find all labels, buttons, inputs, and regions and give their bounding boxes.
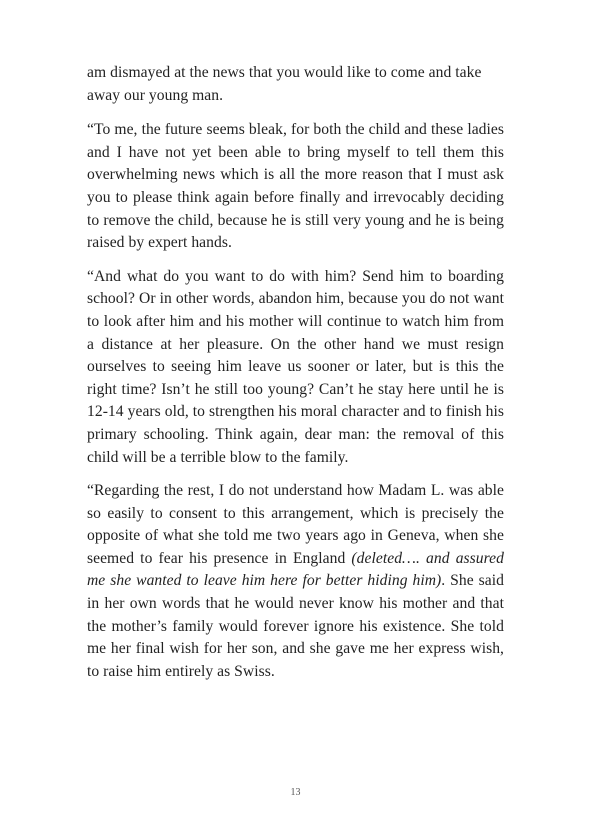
paragraph-madam-l [87, 480, 504, 683]
deleted-note-italic: (deleted…. and assured me she wanted to leave him here for better hiding him) [87, 549, 504, 590]
paragraph-boarding-school: “And what do you want to do with him? Send him to boarding school? Or in other words, abandon him, because you do not want to look after him and his mother will continue to watch him from a distance at her pleasure. On the other hand we must resign ourselves to seeing him leave us sooner or later, but is this the right time? Isn’t he still too young? Can’t he stay here until he is 12-14 years old, to strengthen his moral character and to finish his primary schooling. Think again, dear man: the removal of this child will be a terrible blow to the family. [87, 267, 504, 466]
page-number: 13 [290, 787, 301, 798]
paragraph-madam-l-start: “Regarding the rest, I do not understand how Madam L. was able so easily to consent to this arrangement, which is precisely the opposite of what she told me two years ago in Geneva, when she seemed to fear his presence in England [87, 482, 504, 567]
paragraph-future-bleak: “To me, the future seems bleak, for both the child and these ladies and I have not yet been able to bring myself to tell them this overwhelming news which is all the more reason that I must ask you to please think again before finally and irrevocably deciding to remove the child, because he is still very young and he is being raised by expert hands. [87, 121, 504, 252]
page-body [87, 62, 504, 694]
paragraph-continuation: am dismayed at the news that you would like to come and take away our young man. [87, 64, 482, 104]
paragraph-madam-l-end: . She said in her own words that he would never know his mother and that the mother’s family would forever ignore his existence. She told me her final wish for her son, and she gave me her express wish, to raise him entirely as Swiss. [87, 572, 504, 680]
